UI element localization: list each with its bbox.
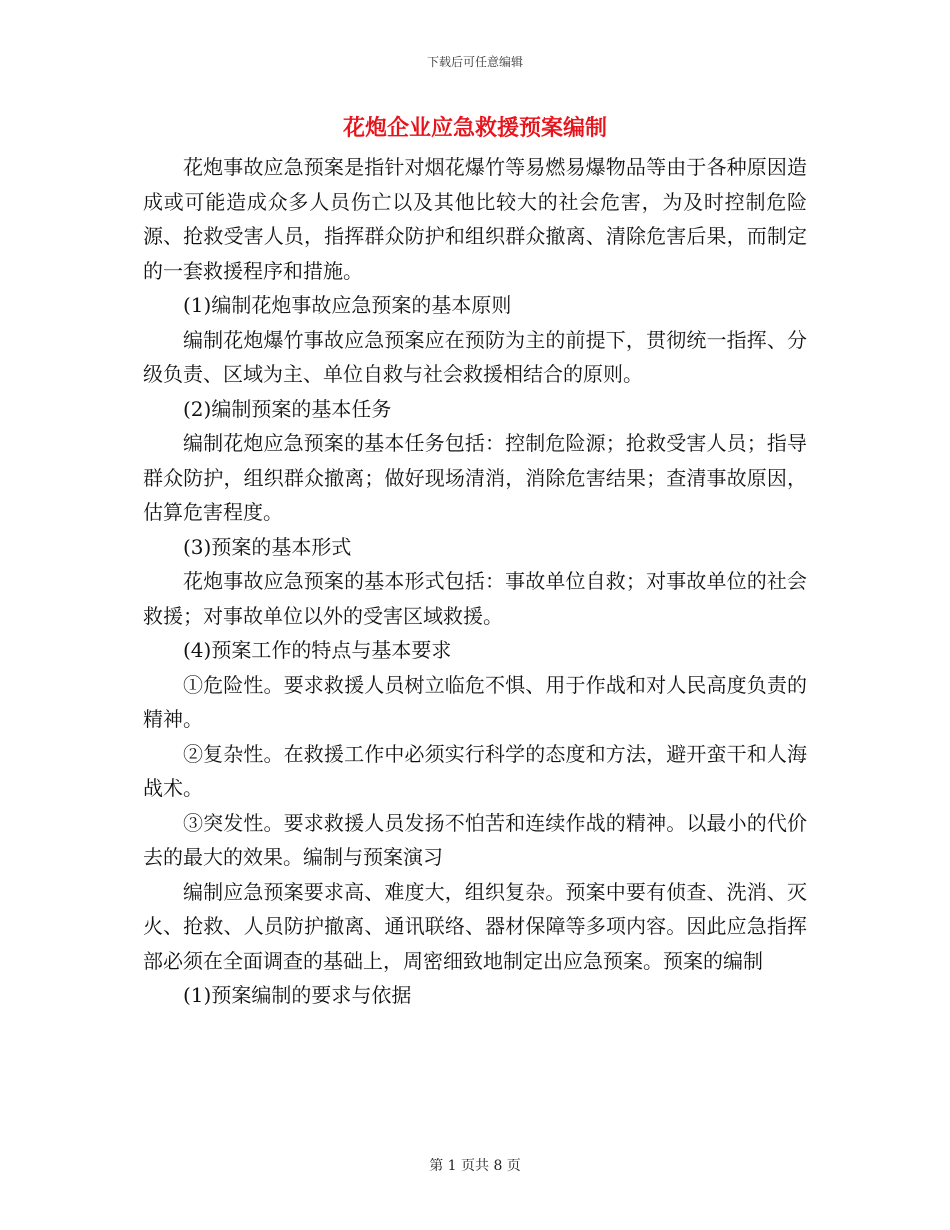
section-heading: (1)预案编制的要求与依据: [183, 983, 412, 1007]
page-footer: 第 1 页共 8 页: [429, 1158, 521, 1174]
document-body: [143, 150, 807, 1013]
section-heading: (3)预案的基本形式: [183, 534, 352, 559]
section-heading: (1)编制花炮事故应急预案的基本原则: [183, 293, 512, 317]
section-heading: (4)预案工作的特点与基本要求: [183, 638, 452, 662]
list-item: ②复杂性。在救援工作中必须实行科学的态度和方法，避开蛮干和人海战术。: [143, 741, 807, 800]
page-header: 下载后可任意编辑: [426, 55, 523, 69]
list-item: ③突发性。要求救援人员发扬不怕苦和连续作战的精神。以最小的代价去的最大的效果。编制与预案演习: [143, 810, 807, 869]
document-title: 花炮企业应急救援预案编制: [342, 115, 607, 141]
body-paragraph: 花炮事故应急预案的基本形式包括：事故单位自救；对事故单位的社会救援；对事故单位以外的受害区域救援。: [143, 569, 807, 628]
body-paragraph: 编制应急预案要求高、难度大，组织复杂。预案中要有侦查、洗消、灭火、抢救、人员防护撤离、通讯联络、器材保障等多项内容。因此应急指挥部必须在全面调查的基础上，周密细致地制定出应急预案。预案的编制: [143, 879, 807, 973]
body-paragraph: 编制花炮爆竹事故应急预案应在预防为主的前提下，贯彻统一指挥、分级负责、区域为主、单位自救与社会救援相结合的原则。: [143, 327, 807, 386]
body-paragraph: 花炮事故应急预案是指针对烟花爆竹等易燃易爆物品等由于各种原因造成或可能造成众多人员伤亡以及其他比较大的社会危害，为及时控制危险源、抢救受害人员，指挥群众防护和组织群众撤离、清除危害后果，而制定的一套救援程序和措施。: [143, 155, 807, 283]
list-item: ①危险性。要求救援人员树立临危不惧、用于作战和对人民高度负责的精神。: [143, 672, 807, 731]
body-paragraph: 编制花炮应急预案的基本任务包括：控制危险源；抢救受害人员；指导群众防护，组织群众撤离；做好现场清消，消除危害结果；查清事故原因，估算危害程度。: [143, 431, 807, 524]
section-heading: (2)编制预案的基本任务: [183, 396, 392, 421]
